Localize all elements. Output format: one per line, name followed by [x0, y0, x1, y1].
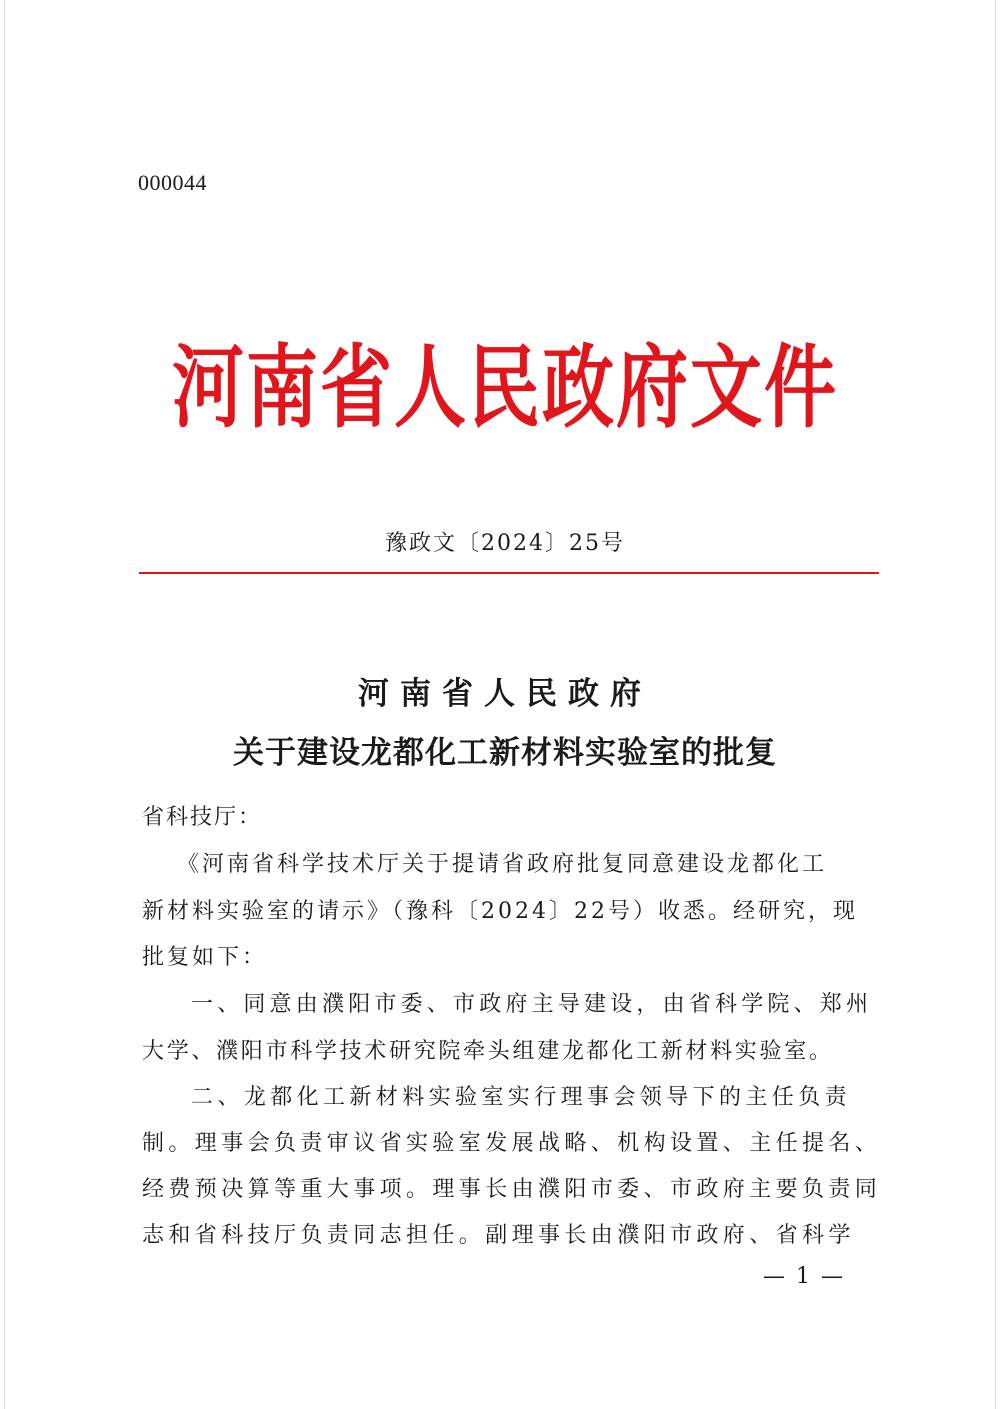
- masthead-title: 河南省人民政府文件: [171, 334, 838, 440]
- body-line: 志和省科技厅负责同志担任。副理事长由濮阳市政府、省科学: [142, 1223, 855, 1248]
- serial-number: 000044: [138, 170, 207, 195]
- recipient: 省科技厅：: [142, 805, 263, 830]
- body-line: 新材料实验室的请示》（豫科〔2024〕22号）收悉。经研究，现: [142, 899, 858, 924]
- body-line: 批复如下：: [142, 945, 268, 970]
- document-title-line1: 河南省人民政府: [358, 676, 652, 712]
- body-line: 一、同意由濮阳市委、市政府主导建设，由省科学院、郑州: [191, 992, 873, 1017]
- body-line: 大学、濮阳市科学技术研究院牵头组建龙都化工新材料实验室。: [142, 1039, 834, 1064]
- page-number: — 1 —: [763, 1264, 845, 1289]
- body-line: 经费预决算等重大事项。理事长由濮阳市委、市政府主要负责同: [142, 1177, 882, 1202]
- document-title-line2: 关于建设龙都化工新材料实验室的批复: [233, 735, 777, 771]
- body-line: 《河南省科学技术厅关于提请省政府批复同意建设龙都化工: [177, 852, 828, 877]
- document-page: [4, 0, 996, 1409]
- red-divider-line: [139, 572, 879, 574]
- body-line: 二、龙都化工新材料实验室实行理事会领导下的主任负责: [191, 1085, 852, 1110]
- document-number: 豫政文〔2024〕25号: [385, 531, 625, 556]
- body-line: 制。理事会负责审议省实验室发展战略、机构设置、主任提名、: [142, 1131, 882, 1156]
